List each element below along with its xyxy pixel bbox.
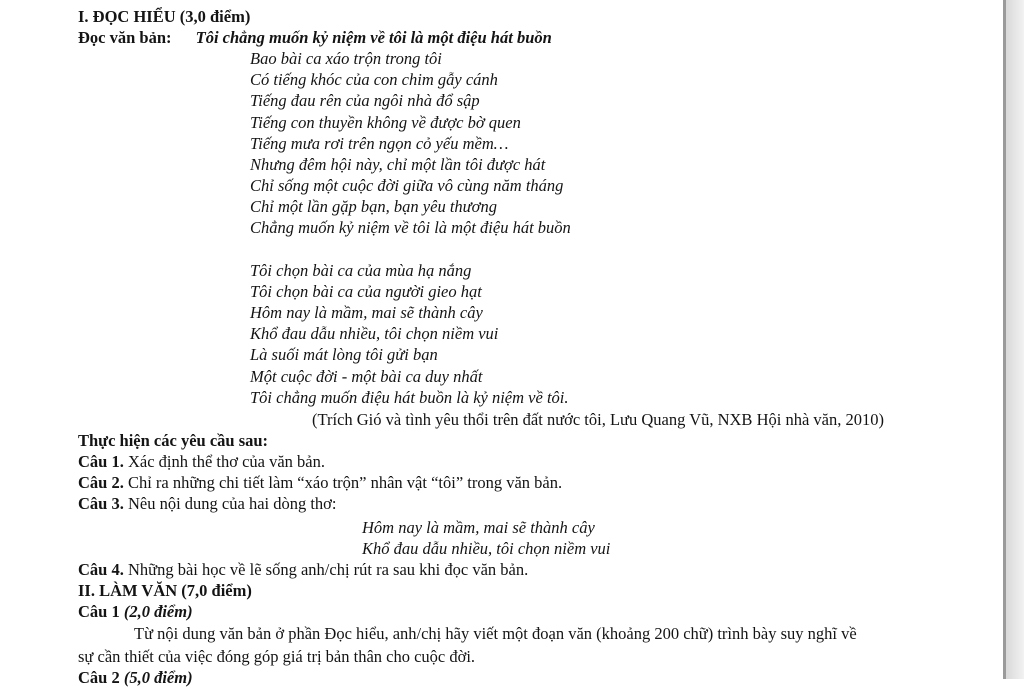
essay-q2-label: Câu 2 — [78, 668, 120, 687]
question-text: Chỉ ra những chi tiết làm “xáo trộn” nhân vật “tôi” trong văn bản. — [127, 473, 563, 492]
question-4 — [78, 559, 528, 580]
tasks-heading: Thực hiện các yêu cầu sau: — [78, 431, 269, 450]
stanza2-line: Một cuộc đời - một bài ca duy nhất — [250, 367, 483, 386]
stanza1-line: Chỉ sống một cuộc đời giữa vô cùng năm tháng — [250, 176, 564, 195]
question-label: Câu 2. — [78, 473, 124, 492]
section1-heading: I. ĐỌC HIỂU (3,0 điểm) — [78, 7, 251, 26]
stanza2-line: Tôi chẳng muốn điệu hát buồn là kỷ niệm về tôi. — [250, 388, 569, 407]
question-2 — [78, 472, 562, 493]
question-label: Câu 1. — [78, 452, 124, 471]
stanza2-line: Tôi chọn bài ca của mùa hạ nắng — [250, 261, 472, 280]
question-text: Những bài học về lẽ sống anh/chị rút ra sau khi đọc văn bản. — [127, 560, 529, 579]
text-label: Đọc văn bản: — [78, 28, 172, 47]
stanza2-line: Là suối mát lòng tôi gửi bạn — [250, 345, 438, 364]
stanza2-line: Hôm nay là mầm, mai sẽ thành cây — [250, 303, 483, 322]
poem-title-line — [78, 27, 552, 48]
question-3 — [78, 493, 337, 514]
essay-q2-heading — [78, 667, 193, 688]
question-1 — [78, 451, 325, 472]
stanza2-line: Khổ đau dẫu nhiều, tôi chọn niềm vui — [250, 324, 499, 343]
poem-title: Tôi chẳng muốn kỷ niệm về tôi là một điệu hát buồn — [195, 28, 552, 47]
stanza1-line: Tiếng đau rên của ngôi nhà đổ sập — [250, 91, 480, 110]
essay-q1-prompt-line2: sự cần thiết của việc đóng góp giá trị bản thân cho cuộc đời. — [78, 647, 476, 666]
stanza1-line: Tiếng mưa rơi trên ngọn cỏ yếu mềm… — [250, 134, 509, 153]
citation: (Trích Gió và tình yêu thổi trên đất nước tôi, Lưu Quang Vũ, NXB Hội nhà văn, 2010) — [312, 410, 884, 429]
essay-q1-label: Câu 1 — [78, 602, 120, 621]
stanza1-line: Chỉ một lần gặp bạn, bạn yêu thương — [250, 197, 497, 216]
q3-quote-line: Khổ đau dẫu nhiều, tôi chọn niềm vui — [362, 539, 611, 558]
stanza1-line: Tiếng con thuyền không về được bờ quen — [250, 113, 521, 132]
q3-quote-line: Hôm nay là mầm, mai sẽ thành cây — [362, 518, 595, 537]
essay-q1-heading — [78, 601, 193, 622]
essay-q1-points: (2,0 điểm) — [123, 602, 193, 621]
section2-heading: II. LÀM VĂN (7,0 điểm) — [78, 581, 252, 600]
stanza1-line: Chẳng muốn kỷ niệm về tôi là một điệu hát buồn — [250, 218, 571, 237]
question-text: Nêu nội dung của hai dòng thơ: — [127, 494, 337, 513]
essay-q1-prompt-line1: Từ nội dung văn bản ở phần Đọc hiểu, anh/chị hãy viết một đoạn văn (khoảng 200 chữ) trình bày suy nghĩ về — [134, 624, 857, 643]
frame-shadow — [1006, 0, 1024, 679]
question-label: Câu 3. — [78, 494, 124, 513]
stanza1-line: Nhưng đêm hội này, chỉ một lần tôi được hát — [250, 155, 546, 174]
question-text: Xác định thể thơ của văn bản. — [127, 452, 326, 471]
stanza2-line: Tôi chọn bài ca của người gieo hạt — [250, 282, 482, 301]
stanza1-line: Có tiếng khóc của con chim gẫy cánh — [250, 70, 498, 89]
question-label: Câu 4. — [78, 560, 124, 579]
essay-q2-points: (5,0 điểm) — [123, 668, 193, 687]
stanza1-line: Bao bài ca xáo trộn trong tôi — [250, 49, 442, 68]
